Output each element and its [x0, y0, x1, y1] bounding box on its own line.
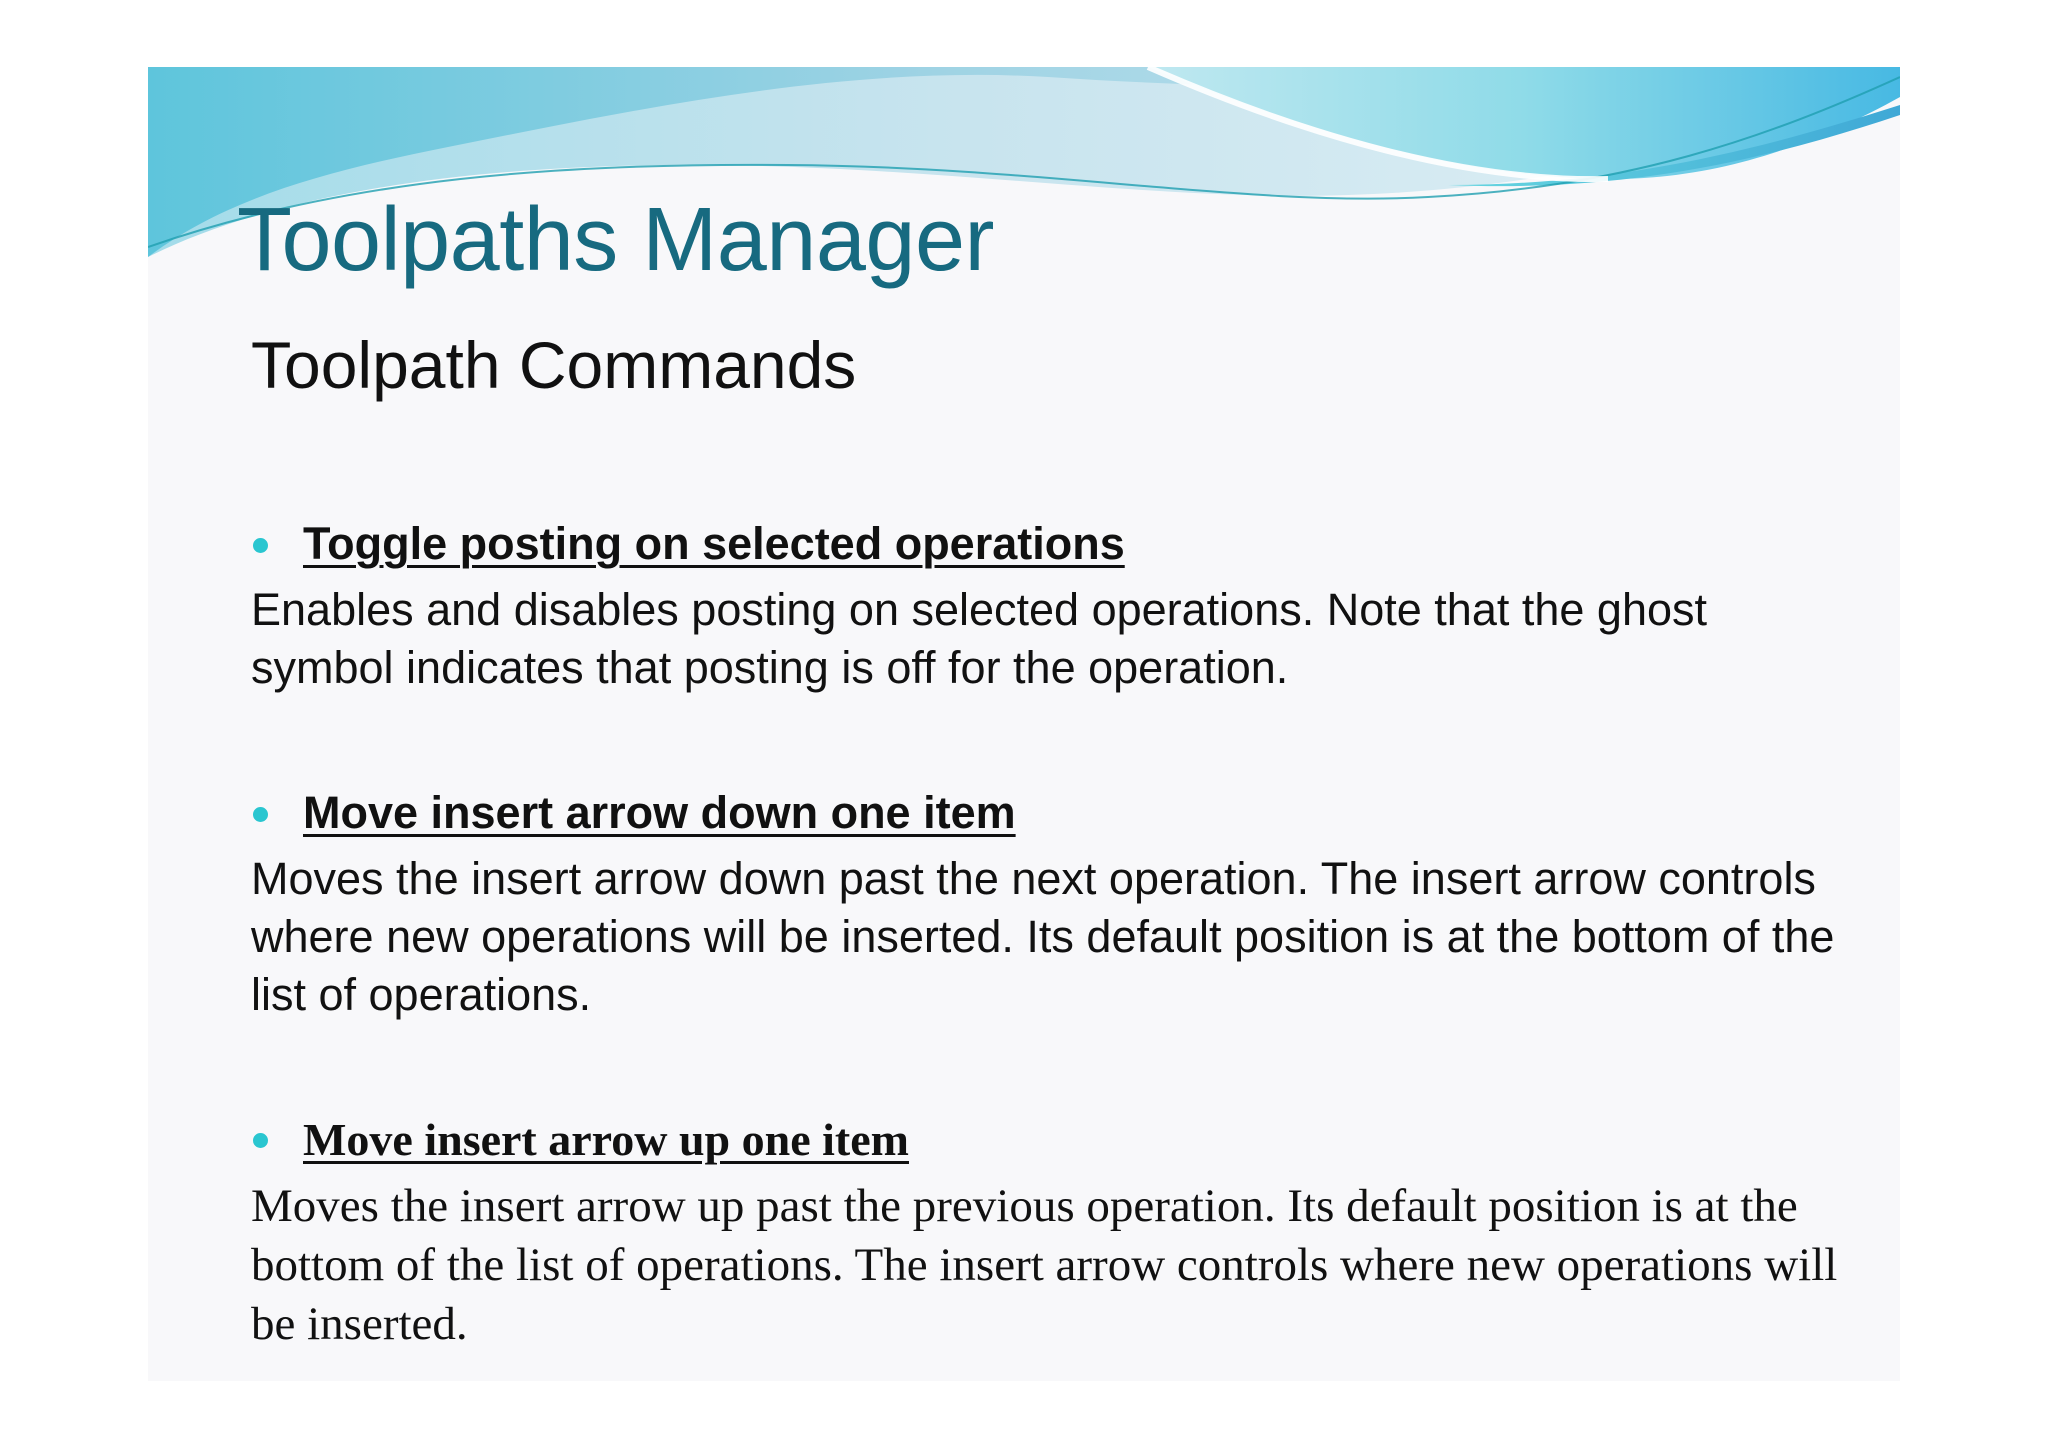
command-description: Moves the insert arrow down past the next operation. The insert arrow controls where new operations will be inserted. Its default position is at the bottom of the list of operations. — [251, 853, 1835, 1020]
command-heading — [251, 1112, 1851, 1167]
bullet-icon — [253, 807, 268, 822]
command-move-insert-arrow-down — [251, 786, 1851, 1024]
bullet-icon — [253, 1133, 268, 1148]
command-heading-text: Toggle posting on selected operations — [303, 518, 1125, 569]
command-move-insert-arrow-up — [251, 1112, 1851, 1354]
slide — [148, 67, 1900, 1381]
slide-subtitle: Toolpath Commands — [251, 328, 857, 402]
command-toggle-posting — [251, 517, 1851, 697]
command-description: Enables and disables posting on selected operations. Note that the ghost symbol indicates that posting is off for the operation. — [251, 584, 1707, 693]
command-heading-text: Move insert arrow down one item — [303, 787, 1016, 838]
command-heading — [251, 786, 1851, 840]
slide-title: Toolpaths Manager — [237, 190, 994, 290]
bullet-icon — [253, 538, 268, 553]
command-description: Moves the insert arrow up past the previous operation. Its default position is at the bottom of the list of operations. The insert arrow controls where new operations will be inserted. — [251, 1180, 1838, 1351]
command-heading — [251, 517, 1851, 571]
command-heading-text: Move insert arrow up one item — [303, 1114, 909, 1165]
